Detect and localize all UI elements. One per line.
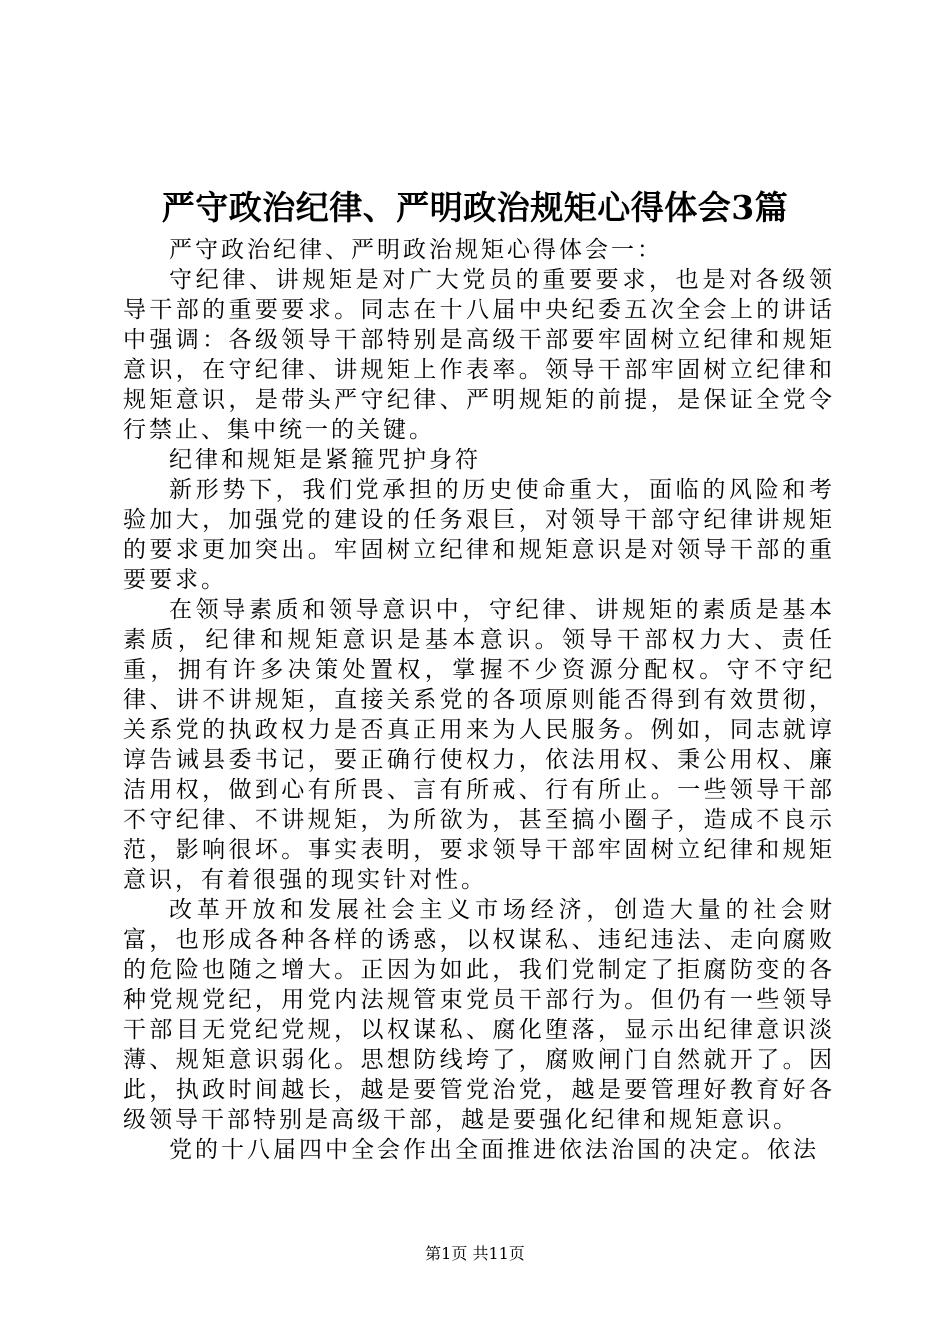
- paragraph: 严守政治纪律、严明政治规矩心得体会一：: [169, 237, 663, 263]
- page-footer: 第1页 共11页: [425, 1244, 525, 1263]
- document-body: [123, 235, 835, 1165]
- paragraph: 党的十八届四中全会作出全面推进依法治国的决定。依法: [169, 1137, 819, 1163]
- paragraph: 改革开放和发展社会主义市场经济，创造大量的社会财富，也形成各种各样的诱惑，以权谋私、违纪违法、走向腐败的危险也随之增大。正因为如此，我们党制定了拒腐防变的各种党规党纪，用党内法规管束党员干部行为。但仍有一些领导干部目无党纪党规，以权谋私、腐化堕落，显示出纪律意识淡薄、规矩意识弱化。思想防线垮了，腐败闸门自然就开了。因此，执政时间越长，越是要管党治党，越是要管理好教育好各级领导干部特别是高级干部，越是要强化纪律和规矩意识。: [123, 897, 835, 1133]
- paragraph: 守纪律、讲规矩是对广大党员的重要要求，也是对各级领导干部的重要要求。同志在十八届中央纪委五次全会上的讲话中强调：各级领导干部特别是高级干部要牢固树立纪律和规矩意识，在守纪律、讲规矩上作表率。领导干部牢固树立纪律和规矩意识，是带头严守纪律、严明规矩的前提，是保证全党令行禁止、集中统一的关键。: [123, 267, 835, 443]
- paragraph: 新形势下，我们党承担的历史使命重大，面临的风险和考验加大，加强党的建设的任务艰巨，对领导干部守纪律讲规矩的要求更加突出。牢固树立纪律和规矩意识是对领导干部的重要要求。: [123, 477, 835, 593]
- document-title: 严守政治纪律、严明政治规矩心得体会3篇: [161, 188, 789, 227]
- paragraph: 在领导素质和领导意识中，守纪律、讲规矩的素质是基本素质，纪律和规矩意识是基本意识。领导干部权力大、责任重，拥有许多决策处置权，掌握不少资源分配权。守不守纪律、讲不讲规矩，直接关系党的各项原则能否得到有效贯彻，关系党的执政权力是否真正用来为人民服务。例如，同志就谆谆告诫县委书记，要正确行使权力，依法用权、秉公用权、廉洁用权，做到心有所畏、言有所戒、行有所止。一些领导干部不守纪律、不讲规矩，为所欲为，甚至搞小圈子，造成不良示范，影响很坏。事实表明，要求领导干部牢固树立纪律和规矩意识，有着很强的现实针对性。: [123, 597, 835, 893]
- section-heading: 纪律和规矩是紧箍咒护身符: [169, 447, 481, 473]
